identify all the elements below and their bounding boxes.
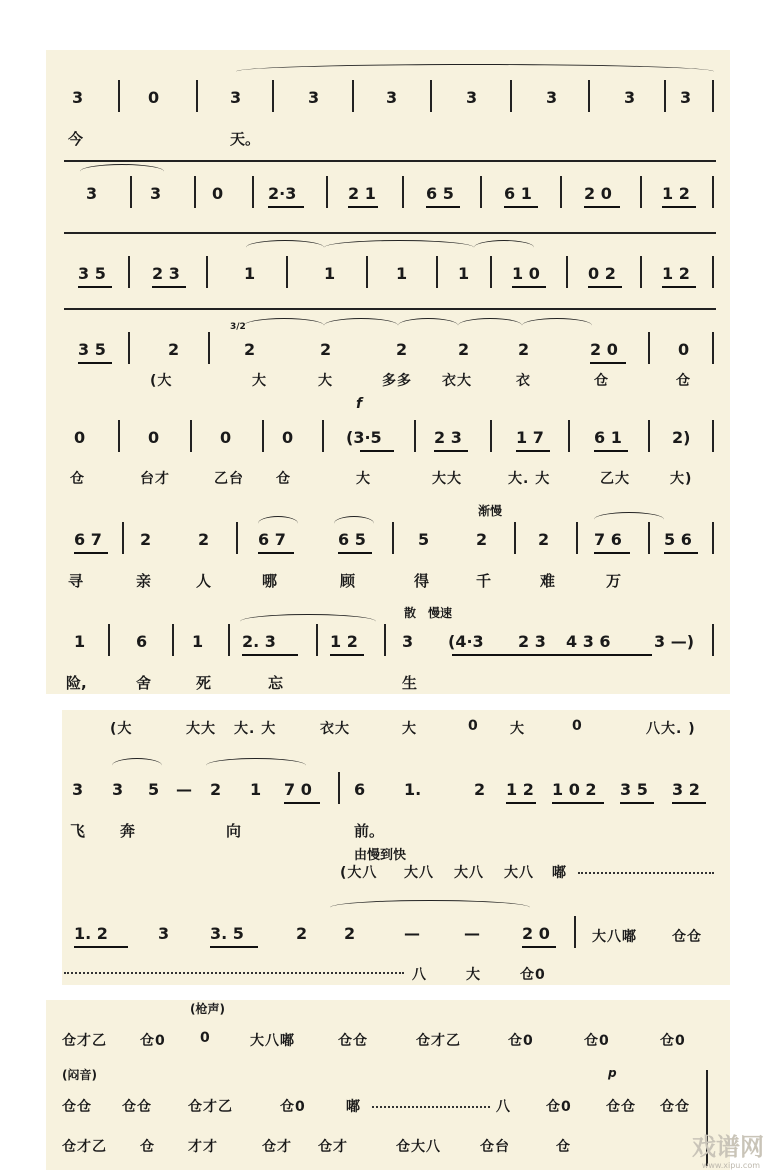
note: 2 3 (152, 264, 180, 283)
percussion: 大八嘟 (250, 1033, 295, 1049)
lyric: 忘 (268, 674, 284, 692)
bar-line (206, 256, 208, 288)
lyric: 亲 (136, 572, 152, 590)
note: 2 (476, 530, 488, 549)
percussion: 乙台 (214, 471, 244, 487)
underline (590, 362, 626, 364)
tie-arc (458, 318, 522, 333)
watermark-url: www.xipu.com (701, 1161, 760, 1170)
underline (242, 654, 298, 656)
bar-line (712, 420, 714, 452)
note: 2 1 (348, 184, 376, 203)
score-page: 3 0 3 3 3 3 3 3 3 今 天。 3 3 0 2·3 2 1 6 5 6 1 2 0 1 2 3 5 2 3 1 1 1 1 1 0 0 2 1 2 3 5 2 3/2 2 2 2 2 2 2 0 0 (大 大 大 多多 衣大 衣 仓 仓 f 0 0 0 0 (3·5 2 3 1 7 6 1 2) 仓 台才 乙台 仓 大 大大 大. 大 乙大 大) 渐慢 6 7 2 2 6 7 6 5 5 2 2 7 6 5 6 寻 亲 人 哪 顾 得 千 难 万 散 慢速 1 6 1 2. 3 1 2 3 (4·3 2 3 4 3 6 3 —) 险, 舍 死 忘 生 (大 大大 大. 大 衣大 大 0 大 0 八大. ) 3 3 5 — 2 1 7 0 6 1. 2 1 2 1 0 2 3 5 3 2 飞 奔 向 前。 由慢到快 (大八 大八 大八 大八 嘟 1. 2 3 3. 5 2 2 — — 2 0 大八嘟 仓仓 八 大 仓0 (枪声) 仓才乙 仓0 0 大八嘟 仓仓 仓才乙 仓0 仓0 仓0 (闷音) p 仓仓 仓仓 仓才乙 仓0 嘟 八 仓0 仓仓 仓仓 仓才乙 仓 才才 仓才 仓才 仓大八 仓台 仓 戏谱网 www.xipu.com (0, 0, 778, 1170)
lyric: 向 (226, 822, 242, 840)
note: 1. 2 (74, 924, 108, 943)
note: 1 2 (662, 184, 690, 203)
bar-line (664, 80, 666, 112)
bar-line (712, 176, 714, 208)
percussion: 大八 (404, 865, 434, 881)
percussion: 大 (466, 967, 481, 983)
staff-separator (64, 232, 716, 234)
percussion: 八 (412, 967, 427, 983)
lyric: 飞 (70, 822, 86, 840)
bar-line (118, 420, 120, 452)
note: 3 (402, 632, 414, 651)
percussion: 仓0 (280, 1099, 306, 1115)
percussion: 大) (670, 471, 693, 487)
note: 1 0 2 (552, 780, 597, 799)
note: 3 (466, 88, 478, 107)
note: 2 (296, 924, 308, 943)
lyric: 今 (68, 130, 84, 148)
underline (452, 654, 652, 656)
note: 3 (624, 88, 636, 107)
bar-line (108, 624, 110, 656)
bar-line (648, 522, 650, 554)
percussion: 仓才乙 (62, 1033, 107, 1049)
note: 0 2 (588, 264, 616, 283)
note: 6 5 (338, 530, 366, 549)
percussion: 仓 (676, 373, 691, 389)
note: 1 7 (516, 428, 544, 447)
note: 2 (168, 340, 180, 359)
note: 1 (244, 264, 256, 283)
note: 2 (198, 530, 210, 549)
note: 2 0 (590, 340, 618, 359)
percussion: 衣大 (320, 721, 350, 737)
bar-line (712, 80, 714, 112)
bar-line (384, 624, 386, 656)
note: 0 (282, 428, 294, 447)
note: 3 (308, 88, 320, 107)
bar-line (122, 522, 124, 554)
tie-arc (398, 318, 458, 333)
bar-line (194, 176, 196, 208)
underline (348, 206, 378, 208)
bar-line (272, 80, 274, 112)
bar-line (430, 80, 432, 112)
percussion: 0 (200, 1030, 211, 1046)
note: 2 (344, 924, 356, 943)
underline (588, 286, 622, 288)
percussion: 仓大八 (396, 1139, 441, 1155)
bar-line (228, 624, 230, 656)
note: — (176, 780, 192, 799)
bar-line (130, 176, 132, 208)
note: 2 (320, 340, 332, 359)
note: — (464, 924, 480, 943)
bar-line (712, 624, 714, 656)
percussion: 仓仓 (672, 929, 702, 945)
note: 6 5 (426, 184, 454, 203)
tie-arc (594, 512, 664, 527)
percussion: 仓台 (480, 1139, 510, 1155)
note: 1 2 (506, 780, 534, 799)
underline (74, 552, 108, 554)
bar-line (366, 256, 368, 288)
percussion: 仓才 (318, 1139, 348, 1155)
percussion: 大八嘟 (592, 929, 637, 945)
tie-arc (206, 758, 306, 773)
note: 6 7 (74, 530, 102, 549)
note: 5 6 (664, 530, 692, 549)
bar-line (712, 522, 714, 554)
note: 6 1 (594, 428, 622, 447)
note: 3 (150, 184, 162, 203)
bar-line (322, 420, 324, 452)
note: 1 (250, 780, 262, 799)
note: 1 (396, 264, 408, 283)
note: 2) (672, 428, 691, 447)
note: 3 (158, 924, 170, 943)
lyric: 顾 (340, 572, 356, 590)
underline (210, 946, 258, 948)
bar-line (414, 420, 416, 452)
bar-line (640, 256, 642, 288)
underline (662, 286, 696, 288)
note: 1. (404, 780, 422, 799)
underline (594, 450, 628, 452)
tie-arc (112, 758, 162, 773)
underline (284, 802, 320, 804)
underline (516, 450, 550, 452)
roll-line (64, 972, 404, 974)
bar-line (172, 624, 174, 656)
percussion: 大 (318, 373, 333, 389)
bar-line (208, 332, 210, 364)
percussion: 多多 (382, 373, 412, 389)
note: 0 (678, 340, 690, 359)
note: 1 0 (512, 264, 540, 283)
tie-arc (258, 516, 298, 531)
note: 3 (86, 184, 98, 203)
percussion: 大 (252, 373, 267, 389)
percussion: 仓 (556, 1139, 571, 1155)
percussion: 嘟 (552, 865, 567, 881)
note: 3 (680, 88, 692, 107)
bar-line (712, 332, 714, 364)
bar-line (648, 420, 650, 452)
tie-arc (244, 318, 324, 333)
note: 2 (474, 780, 486, 799)
percussion: (大 (110, 721, 133, 737)
tie-arc (246, 240, 324, 255)
tie-arc (80, 164, 164, 179)
underline (78, 362, 112, 364)
underline (74, 946, 128, 948)
lyric: 寻 (68, 572, 84, 590)
note: 1 (74, 632, 86, 651)
tie-arc (522, 318, 592, 333)
lyric: 天。 (230, 130, 261, 148)
note: 5 (418, 530, 430, 549)
roll-line (578, 872, 714, 874)
note: 6 7 (258, 530, 286, 549)
underline (258, 552, 294, 554)
underline (330, 654, 364, 656)
underline (434, 450, 468, 452)
note: 4 3 6 (566, 632, 611, 651)
percussion: 仓0 (508, 1033, 534, 1049)
tie-arc (474, 240, 534, 255)
tie-arc (324, 318, 398, 333)
percussion: 乙大 (600, 471, 630, 487)
bar-line (588, 80, 590, 112)
note: 3 (386, 88, 398, 107)
underline (522, 946, 556, 948)
bar-line (574, 916, 576, 948)
percussion: 台才 (140, 471, 170, 487)
note: 3 5 (78, 340, 106, 359)
lyric: 万 (606, 572, 622, 590)
tempo-mark: 渐慢 (478, 504, 503, 518)
bar-line (648, 332, 650, 364)
percussion: 八大. ) (646, 721, 696, 737)
bar-line (118, 80, 120, 112)
bar-line (490, 256, 492, 288)
note: 3 5 (78, 264, 106, 283)
note: 2 (210, 780, 222, 799)
note: (3·5 (346, 428, 382, 447)
bar-line (236, 522, 238, 554)
lyric: 得 (414, 572, 430, 590)
percussion: 仓仓 (338, 1033, 368, 1049)
underline (552, 802, 604, 804)
bar-line (316, 624, 318, 656)
lyric: 难 (540, 572, 556, 590)
underline (152, 286, 186, 288)
note: 0 (212, 184, 224, 203)
bar-line (568, 420, 570, 452)
percussion: 0 (572, 718, 583, 734)
bar-line (640, 176, 642, 208)
percussion: 仓0 (584, 1033, 610, 1049)
tie-arc (334, 516, 374, 531)
percussion: 大 (510, 721, 525, 737)
lyric: 死 (196, 674, 212, 692)
dynamic-mark: f (356, 396, 363, 412)
percussion: 仓 (70, 471, 85, 487)
note: 2 (458, 340, 470, 359)
bar-line (128, 256, 130, 288)
bar-line (436, 256, 438, 288)
note: 3 5 (620, 780, 648, 799)
lyric: 奔 (120, 822, 136, 840)
bar-line (190, 420, 192, 452)
percussion: 仓 (594, 373, 609, 389)
percussion: 仓 (140, 1139, 155, 1155)
bar-line (566, 256, 568, 288)
bar-line (490, 420, 492, 452)
note: 1 (458, 264, 470, 283)
percussion: 仓仓 (62, 1099, 92, 1115)
tempo-mark: 散 慢速 (404, 606, 453, 620)
note: 7 0 (284, 780, 312, 799)
note: 2 0 (522, 924, 550, 943)
percussion: 嘟 (346, 1099, 361, 1115)
percussion: 才才 (188, 1139, 218, 1155)
percussion: 仓才乙 (416, 1033, 461, 1049)
bar-line (402, 176, 404, 208)
note: 2 (518, 340, 530, 359)
bar-line (576, 522, 578, 554)
note: 2·3 (268, 184, 297, 203)
bar-line (392, 522, 394, 554)
bar-line (514, 522, 516, 554)
note: 1 (192, 632, 204, 651)
underline (426, 206, 460, 208)
percussion: 仓0 (140, 1033, 166, 1049)
tempo-mark: 由慢到快 (354, 848, 407, 863)
bar-line (338, 772, 340, 804)
bar-line (252, 176, 254, 208)
note: 3 (230, 88, 242, 107)
tie-arc (240, 614, 376, 629)
percussion: 大 (356, 471, 371, 487)
note: 6 (136, 632, 148, 651)
bar-line (196, 80, 198, 112)
staff-separator (64, 160, 716, 162)
note: 1 (324, 264, 336, 283)
note: (4·3 (448, 632, 484, 651)
percussion: 大八 (504, 865, 534, 881)
percussion: 仓 (276, 471, 291, 487)
lyric: 人 (196, 572, 212, 590)
note: 6 (354, 780, 366, 799)
percussion: 大八 (454, 865, 484, 881)
note: 2 (140, 530, 152, 549)
note: 7 6 (594, 530, 622, 549)
tie-arc (330, 900, 530, 915)
underline (506, 802, 536, 804)
note: 3 (72, 88, 84, 107)
note: 3. 5 (210, 924, 244, 943)
note: 5 (148, 780, 160, 799)
underline (620, 802, 654, 804)
note: 3 2 (672, 780, 700, 799)
watermark-logo: 戏谱网 (692, 1133, 764, 1161)
underline (504, 206, 538, 208)
percussion: 大大 (432, 471, 462, 487)
note: 1 2 (662, 264, 690, 283)
note: 2 3 (518, 632, 546, 651)
underline (360, 450, 394, 452)
percussion: 仓仓 (606, 1099, 636, 1115)
percussion: 仓0 (660, 1033, 686, 1049)
percussion: 八 (496, 1099, 511, 1115)
note: 2 (538, 530, 550, 549)
percussion: 仓才乙 (188, 1099, 233, 1115)
percussion: 衣大 (442, 373, 472, 389)
note: 2 (396, 340, 408, 359)
note: 0 (148, 428, 160, 447)
bar-line (712, 256, 714, 288)
lyric: 千 (476, 572, 492, 590)
note: 2 3 (434, 428, 462, 447)
percussion: (大 (150, 373, 173, 389)
underline (662, 206, 696, 208)
bar-line (326, 176, 328, 208)
underline (268, 206, 304, 208)
percussion: 衣 (516, 373, 531, 389)
percussion: 仓仓 (660, 1099, 690, 1115)
underline (338, 552, 372, 554)
percussion: 仓0 (546, 1099, 572, 1115)
percussion: 仓才 (262, 1139, 292, 1155)
underline (78, 286, 112, 288)
tie-arc (236, 64, 714, 79)
percussion: 仓0 (520, 967, 546, 983)
bar-line (286, 256, 288, 288)
percussion: 大大 (186, 721, 216, 737)
note: 2. 3 (242, 632, 276, 651)
underline (664, 552, 698, 554)
note: 3 (546, 88, 558, 107)
note: 6 1 (504, 184, 532, 203)
dynamic-mark: p (608, 1066, 617, 1080)
roll-line (372, 1106, 490, 1108)
note: 2 0 (584, 184, 612, 203)
underline (672, 802, 706, 804)
note: 2 (244, 340, 256, 359)
underline (512, 286, 546, 288)
underline (584, 206, 620, 208)
bar-line (510, 80, 512, 112)
note: 0 (74, 428, 86, 447)
percussion: 大. 大 (234, 721, 277, 737)
lyric: 舍 (136, 674, 152, 692)
lyric: 险, (66, 674, 87, 692)
bar-line (128, 332, 130, 364)
lyric: 哪 (262, 572, 278, 590)
percussion: 0 (468, 718, 479, 734)
percussion: 大. 大 (508, 471, 551, 487)
underline (594, 552, 630, 554)
staff-separator (64, 308, 716, 310)
bar-line (262, 420, 264, 452)
lyric: 前。 (354, 822, 385, 840)
bar-line (480, 176, 482, 208)
percussion: 仓才乙 (62, 1139, 107, 1155)
percussion: 仓仓 (122, 1099, 152, 1115)
note: 3 (112, 780, 124, 799)
muffled-label: (闷音) (62, 1068, 97, 1082)
tie-arc (324, 240, 474, 255)
note: 1 2 (330, 632, 358, 651)
percussion: 大 (402, 721, 417, 737)
lyric: 生 (402, 674, 418, 692)
bar-line (352, 80, 354, 112)
percussion: (大八 (340, 865, 378, 881)
note: 0 (220, 428, 232, 447)
note: 3 (72, 780, 84, 799)
note: 0 (148, 88, 160, 107)
gun-sound-label: (枪声) (190, 1002, 225, 1016)
note: 3 —) (654, 632, 695, 651)
bar-line (560, 176, 562, 208)
note: — (404, 924, 420, 943)
